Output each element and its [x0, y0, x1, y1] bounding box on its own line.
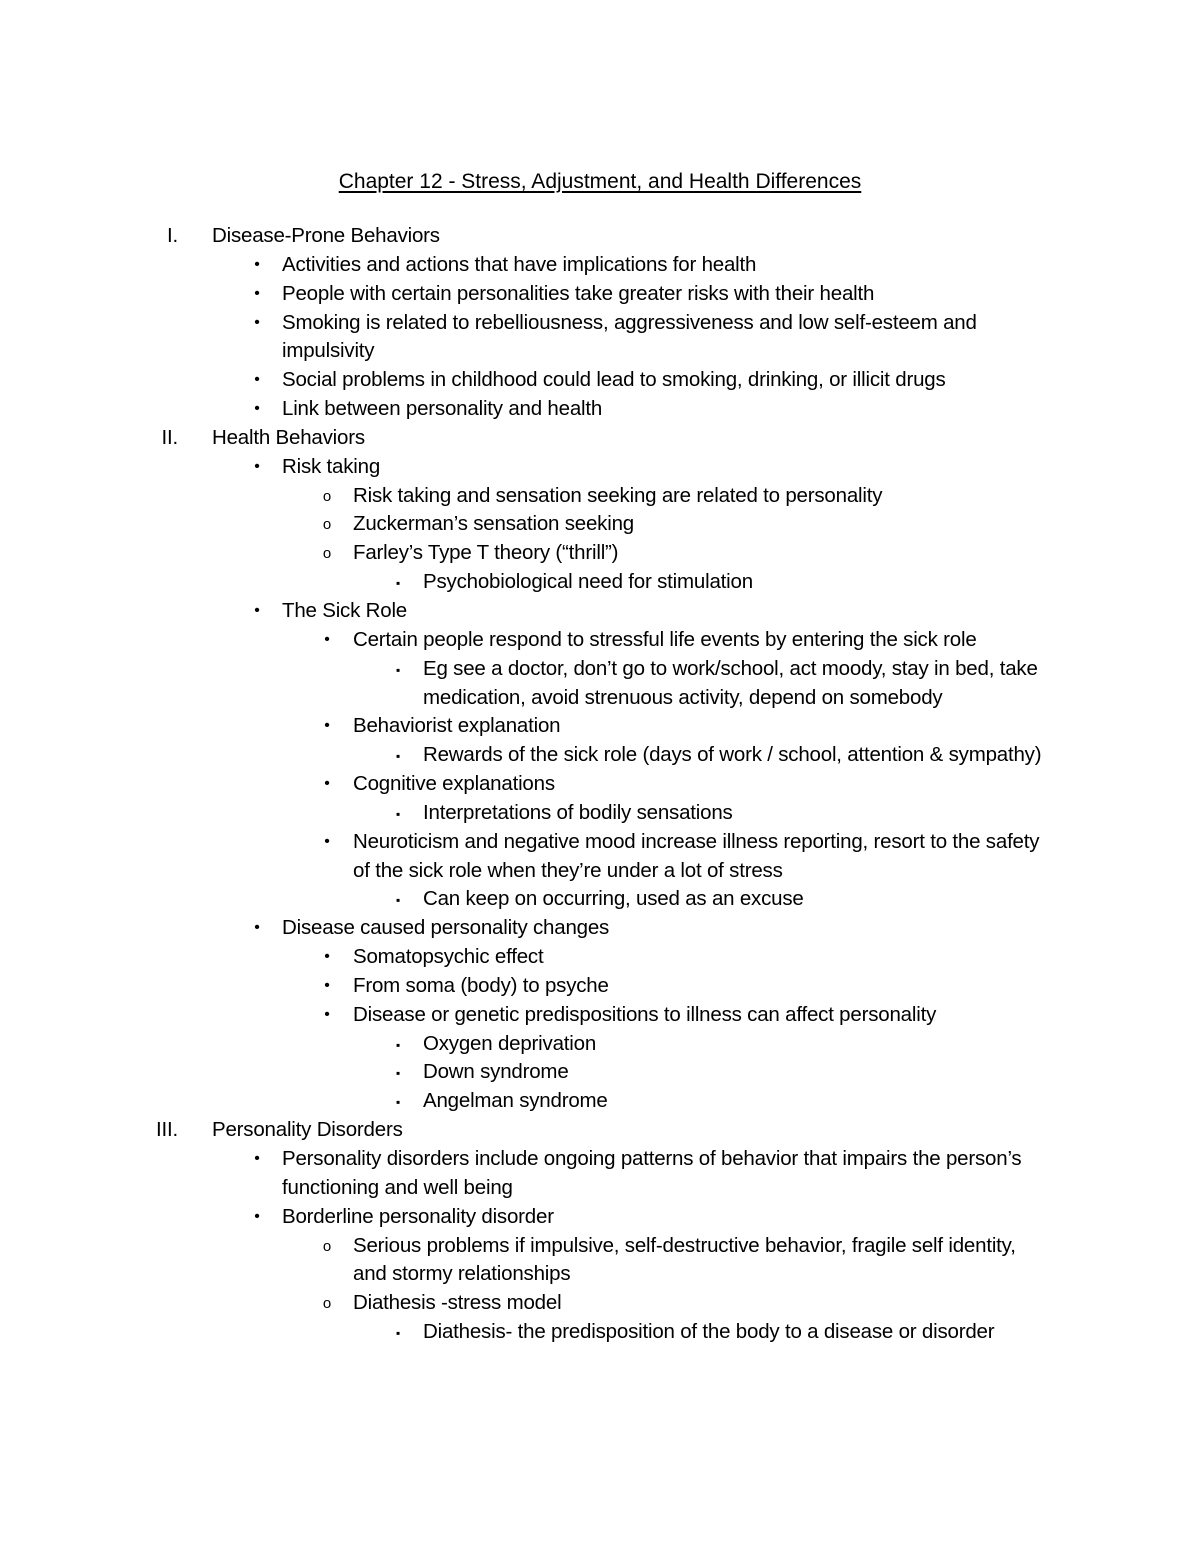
outline-item-text: Down syndrome [423, 1060, 569, 1084]
outline-item-text: Can keep on occurring, used as an excuse [423, 887, 804, 911]
bullet-icon: • [324, 976, 330, 994]
outline-item-text: Neuroticism and negative mood increase illness reporting, resort to the safety of the sick role when they’re under a lot of stress [353, 829, 1040, 882]
bullet-icon: • [254, 919, 260, 937]
outline-item-text: Certain people respond to stressful life events by entering the sick role [353, 627, 977, 651]
outline-item-text: Rewards of the sick role (days of work / school, attention & sympathy) [423, 743, 1042, 767]
outline-item-text: From soma (body) to psyche [353, 973, 609, 997]
outline-item [0, 309, 1200, 367]
outline-item [0, 1203, 1200, 1232]
outline-item [0, 1001, 1200, 1030]
circle-bullet-icon: o [322, 516, 332, 534]
outline-item-text: Health Behaviors [212, 425, 365, 449]
bullet-icon: • [254, 400, 260, 418]
outline-item-text: Social problems in childhood could lead to smoking, drinking, or illicit drugs [282, 368, 946, 392]
circle-bullet-icon: o [322, 487, 332, 505]
square-bullet-icon: ▪ [395, 1037, 401, 1052]
outline-item [0, 568, 1200, 597]
outline-item [0, 251, 1200, 280]
outline-item [0, 597, 1200, 626]
outline-item [0, 799, 1200, 828]
outline-item [0, 453, 1200, 482]
square-bullet-icon: ▪ [395, 1066, 401, 1081]
bullet-icon: • [254, 371, 260, 389]
outline-item [0, 1087, 1200, 1116]
outline-item [0, 943, 1200, 972]
bullet-icon: • [324, 948, 330, 966]
outline-item-text: Serious problems if impulsive, self-destructive behavior, fragile self identity, and stormy relationships [353, 1233, 1016, 1286]
circle-bullet-icon: o [322, 1237, 332, 1255]
outline-item [0, 828, 1200, 886]
outline-item-text: Angelman syndrome [423, 1089, 608, 1113]
bullet-icon: • [324, 717, 330, 735]
outline-item [0, 539, 1200, 568]
outline-item-text: Disease caused personality changes [282, 916, 610, 940]
outline-list [0, 222, 1200, 1347]
outline-item-text: Diathesis- the predisposition of the body to a disease or disorder [423, 1320, 995, 1344]
square-bullet-icon: ▪ [395, 1095, 401, 1110]
outline-item [0, 510, 1200, 539]
outline-item [0, 914, 1200, 943]
outline-item-text: Somatopsychic effect [353, 945, 544, 969]
page-title: Chapter 12 - Stress, Adjustment, and Health Differences [338, 170, 862, 193]
outline-item-text: Farley’s Type T theory (“thrill”) [353, 541, 619, 565]
outline-item-text: The Sick Role [282, 598, 408, 622]
square-bullet-icon: ▪ [395, 576, 401, 591]
outline-item [0, 655, 1200, 713]
outline-item [0, 770, 1200, 799]
outline-item-text: People with certain personalities take greater risks with their health [282, 281, 875, 305]
outline-item-text: Interpretations of bodily sensations [423, 800, 733, 824]
square-bullet-icon: ▪ [395, 806, 401, 821]
bullet-icon: • [254, 1150, 260, 1167]
outline-item [0, 482, 1200, 511]
outline-item-text: Personality Disorders [212, 1118, 403, 1142]
bullet-icon: • [254, 284, 260, 302]
outline-item [0, 972, 1200, 1001]
outline-item [0, 741, 1200, 770]
outline-item [0, 1058, 1200, 1087]
outline-item-text: Oxygen deprivation [423, 1031, 597, 1055]
outline-section-heading [0, 222, 1200, 251]
outline-item [0, 1145, 1200, 1203]
outline-item-text: Risk taking [282, 454, 381, 478]
roman-numeral-marker: I. [167, 224, 178, 247]
outline-item-text: Zuckerman’s sensation seeking [353, 512, 634, 536]
bullet-icon: • [254, 601, 260, 619]
roman-numeral-marker: III. [156, 1118, 178, 1142]
bullet-icon: • [324, 775, 330, 793]
outline-item [0, 1289, 1200, 1318]
outline-item-text: Risk taking and sensation seeking are related to personality [353, 483, 883, 507]
bullet-icon: • [324, 630, 330, 648]
outline-item [0, 366, 1200, 395]
outline-item-text: Activities and actions that have implications for health [282, 252, 757, 276]
square-bullet-icon: ▪ [395, 893, 401, 908]
outline-item-text: Smoking is related to rebelliousness, aggressiveness and low self-esteem and impulsivity [282, 310, 977, 363]
bullet-icon: • [324, 1005, 330, 1023]
bullet-icon: • [254, 1207, 260, 1225]
outline-item-text: Disease-Prone Behaviors [212, 224, 440, 247]
outline-item-text: Disease or genetic predispositions to illness can affect personality [353, 1002, 937, 1026]
bullet-icon: • [254, 255, 260, 273]
outline-item [0, 885, 1200, 914]
outline-item-text: Behaviorist explanation [353, 714, 561, 738]
outline-item [0, 626, 1200, 655]
circle-bullet-icon: o [322, 545, 332, 563]
outline-section-heading [0, 424, 1200, 453]
outline-item-text: Eg see a doctor, don’t go to work/school, act moody, stay in bed, take medication, avoid strenuous activity, depend on somebody [423, 656, 1038, 709]
outline-item-text: Psychobiological need for stimulation [423, 570, 753, 594]
outline-item-text: Diathesis -stress model [353, 1291, 562, 1315]
square-bullet-icon: ▪ [395, 662, 401, 677]
circle-bullet-icon: o [322, 1295, 332, 1313]
outline-item [0, 280, 1200, 309]
bullet-icon: • [254, 457, 260, 475]
roman-numeral-marker: II. [161, 425, 178, 449]
outline-item-text: Personality disorders include ongoing patterns of behavior that impairs the person’s functioning and well being [282, 1147, 1022, 1199]
outline-item [0, 1030, 1200, 1059]
outline-item-text: Cognitive explanations [353, 772, 555, 796]
outline-section-heading [0, 1116, 1200, 1145]
outline-item-text: Borderline personality disorder [282, 1204, 554, 1228]
outline-item [0, 1318, 1200, 1347]
bullet-icon: • [254, 313, 260, 331]
square-bullet-icon: ▪ [395, 1326, 401, 1341]
outline-item-text: Link between personality and health [282, 397, 603, 421]
bullet-icon: • [324, 832, 330, 850]
outline-item [0, 395, 1200, 424]
outline-item [0, 1232, 1200, 1290]
outline-item [0, 712, 1200, 741]
square-bullet-icon: ▪ [395, 749, 401, 764]
